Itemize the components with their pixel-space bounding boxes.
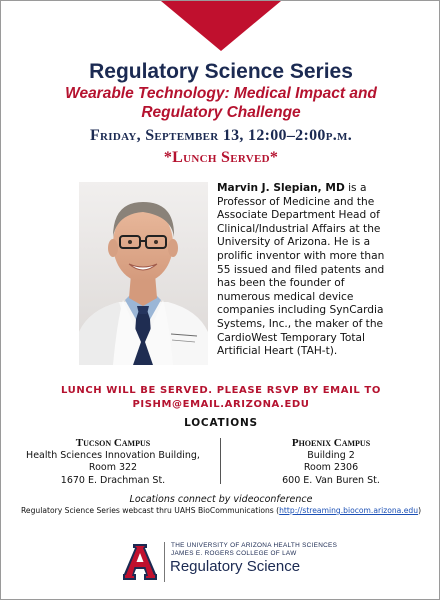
webcast-link[interactable]: http://streaming.biocom.arizona.edu — [279, 506, 419, 515]
logo-program-name: Regulatory Science — [170, 558, 301, 575]
campus-divider — [220, 438, 221, 484]
rsvp-notice — [1, 384, 440, 411]
top-triangle-decoration — [161, 1, 281, 51]
logo-college-of-law: JAMES E. ROGERS COLLEGE OF LAW — [171, 550, 297, 557]
tucson-building: Health Sciences Innovation Building, — [26, 449, 200, 461]
phoenix-address: 600 E. Van Buren St. — [282, 474, 380, 486]
phoenix-campus — [233, 437, 429, 487]
speaker-name: Marvin J. Slepian, MD — [217, 182, 345, 194]
tucson-room: Room 322 — [88, 462, 138, 473]
talk-title-line2: Regulatory Challenge — [141, 104, 301, 121]
phoenix-building: Building 2 — [307, 449, 355, 461]
speaker-bio — [217, 182, 393, 359]
phoenix-campus-name: Phoenix Campus — [291, 437, 371, 449]
talk-title-line1: Wearable Technology: Medical Impact and — [65, 85, 377, 102]
speaker-bio-text: is a Professor of Medicine and the Associate Department Head of Clinical/Industrial Affairs at the University of Arizona. He is a prolific inventor with more than 55 issued and filed patents and has been the founder of numerous medical device companies including SynCardia Systems, Inc., the maker of the CardioWest Temporary Total Artificial Heart (TAH-t). — [217, 182, 385, 358]
rsvp-email: PISHM@EMAIL.ARIZONA.EDU — [132, 398, 310, 410]
webcast-prefix: Regulatory Science Series webcast thru UAHS BioCommunications ( — [20, 506, 280, 515]
lunch-notice: *Lunch Served* — [163, 149, 279, 166]
logo-divider — [164, 542, 165, 582]
logo-health-sciences: THE UNIVERSITY OF ARIZONA HEALTH SCIENCES — [171, 542, 338, 549]
locations-heading: LOCATIONS — [184, 417, 258, 429]
tucson-campus — [13, 437, 213, 487]
webcast-suffix: ) — [418, 506, 422, 515]
event-date: Friday, September 13, 12:00–2:00p.m. — [89, 127, 352, 144]
tucson-address: 1670 E. Drachman St. — [60, 474, 166, 486]
speaker-photo — [79, 182, 208, 365]
talk-title — [41, 84, 401, 122]
videoconference-note: Locations connect by videoconference — [129, 494, 313, 505]
tucson-campus-name: Tucson Campus — [75, 437, 151, 449]
webcast-note — [1, 506, 440, 515]
university-a-logo-icon — [122, 542, 158, 586]
series-title: Regulatory Science Series — [89, 60, 353, 83]
phoenix-room: Room 2306 — [303, 462, 359, 473]
rsvp-line1: LUNCH WILL BE SERVED. PLEASE RSVP BY EMAIL TO — [61, 385, 381, 396]
